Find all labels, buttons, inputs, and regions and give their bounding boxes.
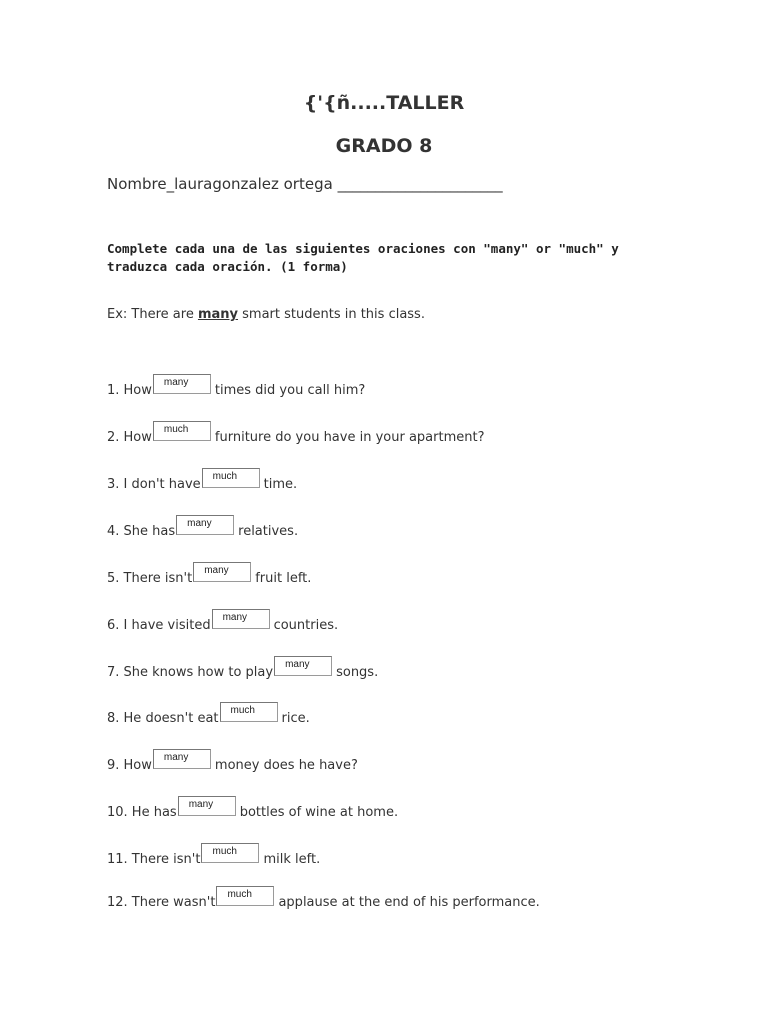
example-answer: many bbox=[197, 307, 239, 322]
example-after: smart students in this class. bbox=[238, 307, 425, 322]
example-before: Ex: There are bbox=[107, 307, 198, 322]
answer-input[interactable]: much bbox=[220, 702, 278, 722]
instructions-text: Complete cada una de las siguientes oraciones con "many" or "much" y traduzca cada oración. (1 forma) bbox=[107, 241, 619, 274]
question-text-after: fruit left. bbox=[255, 571, 312, 586]
question-text-after: bottles of wine at home. bbox=[239, 805, 399, 820]
question-text-after: money does he have? bbox=[214, 758, 358, 773]
question-row bbox=[107, 468, 297, 494]
answer-input[interactable]: many bbox=[212, 609, 270, 629]
grade-heading: GRADO 8 bbox=[335, 135, 433, 157]
question-text-after: furniture do you have in your apartment? bbox=[214, 430, 485, 445]
student-name-line: Nombre_lauragonzalez ortega ______________________ bbox=[107, 175, 503, 193]
question-row bbox=[107, 843, 320, 869]
answer-input[interactable]: many bbox=[274, 656, 332, 676]
question-row bbox=[107, 515, 298, 541]
question-row bbox=[107, 609, 338, 635]
question-text-before: 4. She has bbox=[107, 524, 176, 539]
question-text-after: applause at the end of his performance. bbox=[278, 895, 540, 910]
answer-input[interactable]: many bbox=[193, 562, 251, 582]
answer-input[interactable]: many bbox=[153, 749, 211, 769]
question-text-before: 7. She knows how to play bbox=[107, 665, 274, 680]
question-row bbox=[107, 562, 311, 588]
question-text-before: 3. I don't have bbox=[107, 477, 201, 492]
answer-input[interactable]: many bbox=[178, 796, 236, 816]
question-text-after: time. bbox=[263, 477, 298, 492]
question-text-after: milk left. bbox=[263, 852, 321, 867]
question-row bbox=[107, 421, 484, 447]
answer-input[interactable]: much bbox=[216, 886, 274, 906]
example-sentence bbox=[107, 307, 425, 322]
question-row bbox=[107, 796, 398, 822]
question-text-before: 11. There isn't bbox=[107, 852, 201, 867]
question-text-before: 2. How bbox=[107, 430, 152, 445]
question-text-after: relatives. bbox=[238, 524, 299, 539]
question-text-before: 5. There isn't bbox=[107, 571, 193, 586]
question-text-before: 1. How bbox=[107, 383, 152, 398]
question-text-after: countries. bbox=[273, 618, 339, 633]
question-text-after: times did you call him? bbox=[214, 383, 366, 398]
question-row bbox=[107, 374, 365, 400]
answer-input[interactable]: much bbox=[202, 468, 260, 488]
page-title: {'{ñ.....TALLER bbox=[303, 92, 465, 114]
question-text-before: 10. He has bbox=[107, 805, 177, 820]
question-row bbox=[107, 702, 310, 728]
question-text-after: rice. bbox=[281, 711, 310, 726]
question-row bbox=[107, 656, 378, 682]
question-row bbox=[107, 749, 358, 775]
question-text-before: 12. There wasn't bbox=[107, 895, 216, 910]
answer-input[interactable]: much bbox=[201, 843, 259, 863]
question-row bbox=[107, 886, 540, 912]
question-text-before: 9. How bbox=[107, 758, 152, 773]
question-text-before: 8. He doesn't eat bbox=[107, 711, 219, 726]
question-text-after: songs. bbox=[336, 665, 379, 680]
answer-input[interactable]: many bbox=[153, 374, 211, 394]
answer-input[interactable]: much bbox=[153, 421, 211, 441]
answer-input[interactable]: many bbox=[176, 515, 234, 535]
question-text-before: 6. I have visited bbox=[107, 618, 211, 633]
